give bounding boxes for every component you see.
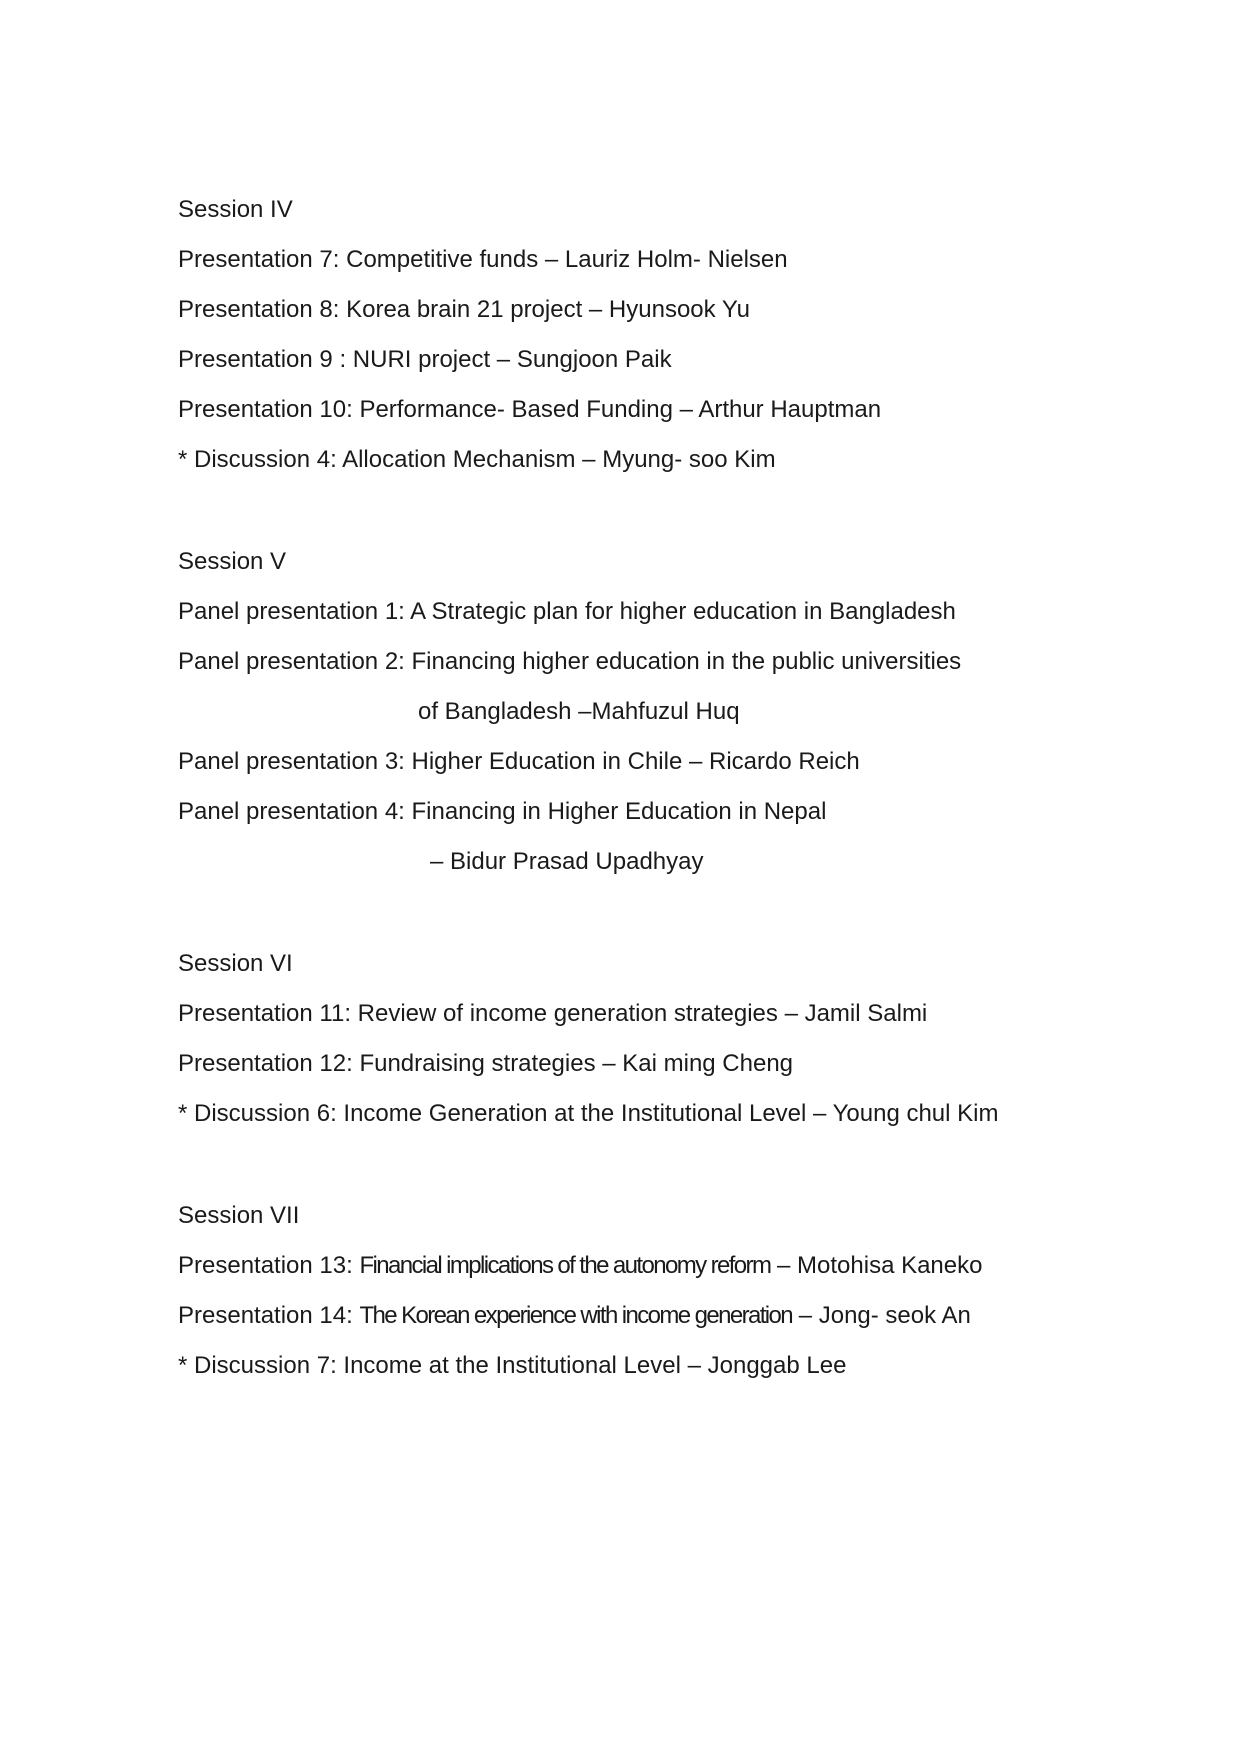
presentation-speaker: – Motohisa Kaneko — [770, 1252, 983, 1279]
discussion-line: * Discussion 4: Allocation Mechanism – Myung- soo Kim — [178, 446, 776, 473]
presentation-title: The Korean experience with income generation — [359, 1302, 793, 1329]
panel-presentation-continuation: of Bangladesh –Mahfuzul Huq — [418, 698, 740, 725]
session-heading: Session IV — [178, 196, 293, 223]
presentation-line: Presentation 10: Performance- Based Funding – Arthur Hauptman — [178, 396, 882, 423]
presentation-speaker: – Jong- seok An — [792, 1302, 971, 1329]
panel-presentation-line: Panel presentation 3: Higher Education in Chile – Ricardo Reich — [178, 748, 860, 775]
presentation-line: Presentation 7: Competitive funds – Lauriz Holm- Nielsen — [178, 246, 788, 273]
discussion-line: * Discussion 6: Income Generation at the Institutional Level – Young chul Kim — [178, 1100, 999, 1127]
panel-presentation-line: Panel presentation 1: A Strategic plan for higher education in Bangladesh — [178, 598, 956, 625]
presentation-line — [178, 1250, 982, 1282]
discussion-line: * Discussion 7: Income at the Institutional Level – Jonggab Lee — [178, 1352, 847, 1379]
presentation-line: Presentation 11: Review of income generation strategies – Jamil Salmi — [178, 1000, 928, 1027]
session-heading: Session VI — [178, 950, 293, 977]
presentation-title: Financial implications of the autonomy reform — [359, 1252, 771, 1279]
presentation-line: Presentation 9 : NURI project – Sungjoon Paik — [178, 346, 672, 373]
panel-presentation-continuation: – Bidur Prasad Upadhyay — [430, 848, 704, 875]
session-heading: Session V — [178, 548, 287, 575]
presentation-prefix: Presentation 14: — [178, 1302, 360, 1329]
session-heading: Session VII — [178, 1202, 300, 1229]
panel-presentation-line: Panel presentation 4: Financing in Higher Education in Nepal — [178, 798, 827, 825]
presentation-line: Presentation 8: Korea brain 21 project – Hyunsook Yu — [178, 296, 750, 323]
presentation-prefix: Presentation 13: — [178, 1252, 360, 1279]
presentation-line — [178, 1300, 971, 1332]
panel-presentation-line: Panel presentation 2: Financing higher education in the public universities — [178, 648, 962, 675]
presentation-line: Presentation 12: Fundraising strategies – Kai ming Cheng — [178, 1050, 794, 1077]
